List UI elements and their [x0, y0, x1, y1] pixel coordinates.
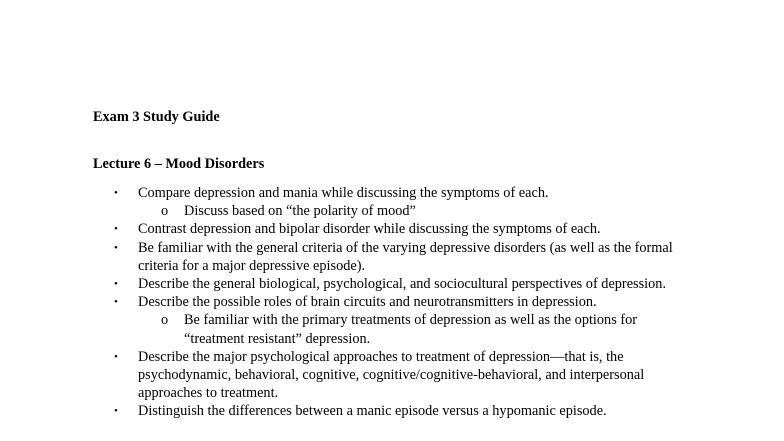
list-item-text: Compare depression and mania while discussing the symptoms of each. — [138, 185, 549, 201]
list-item — [93, 184, 693, 202]
list-item — [93, 293, 693, 311]
bullet-icon: • — [114, 187, 118, 199]
list-item-text: Distinguish the differences between a manic episode versus a hypomanic episode. — [138, 403, 607, 420]
list-item — [93, 220, 693, 238]
bullet-icon: • — [114, 405, 118, 418]
bullet-icon: • — [114, 241, 118, 254]
list-item-text: Describe the possible roles of brain circuits and neurotransmitters in depression. — [138, 294, 597, 311]
bullet-icon: • — [114, 223, 118, 236]
list-item — [93, 402, 693, 420]
sub-list-item-text: Be familiar with the primary treatments of depression as well as the options for “treatment resistant” depression. — [184, 312, 638, 347]
list-item — [93, 239, 693, 275]
list-item — [93, 348, 693, 403]
section-title: Lecture 6 – Mood Disorders — [93, 156, 265, 172]
bullet-icon: • — [114, 296, 118, 309]
list-item — [93, 275, 693, 293]
sub-list-item-text: Discuss based on “the polarity of mood” — [184, 203, 416, 220]
list-item-text: Describe the major psychological approaches to treatment of depression—that is, the psychodynamic, behavioral, cognitive, cognitive/cognitive-behavioral, and interpersonal approaches to treatment. — [138, 348, 645, 402]
circle-bullet-icon: o — [161, 312, 169, 329]
study-guide-list — [93, 184, 693, 421]
list-item-text: Be familiar with the general criteria of the varying depressive disorders (as well as the formal criteria for a major depressive episode). — [138, 239, 673, 274]
bullet-icon: • — [114, 350, 118, 363]
list-item-text: Contrast depression and bipolar disorder while discussing the symptoms of each. — [138, 221, 601, 238]
bullet-icon: • — [114, 278, 118, 291]
document-title: Exam 3 Study Guide — [93, 109, 220, 125]
sub-list-item — [93, 202, 693, 220]
sub-list-item — [93, 311, 693, 347]
list-item-text: Describe the general biological, psychological, and sociocultural perspectives of depression. — [138, 276, 667, 293]
circle-bullet-icon: o — [161, 203, 169, 220]
